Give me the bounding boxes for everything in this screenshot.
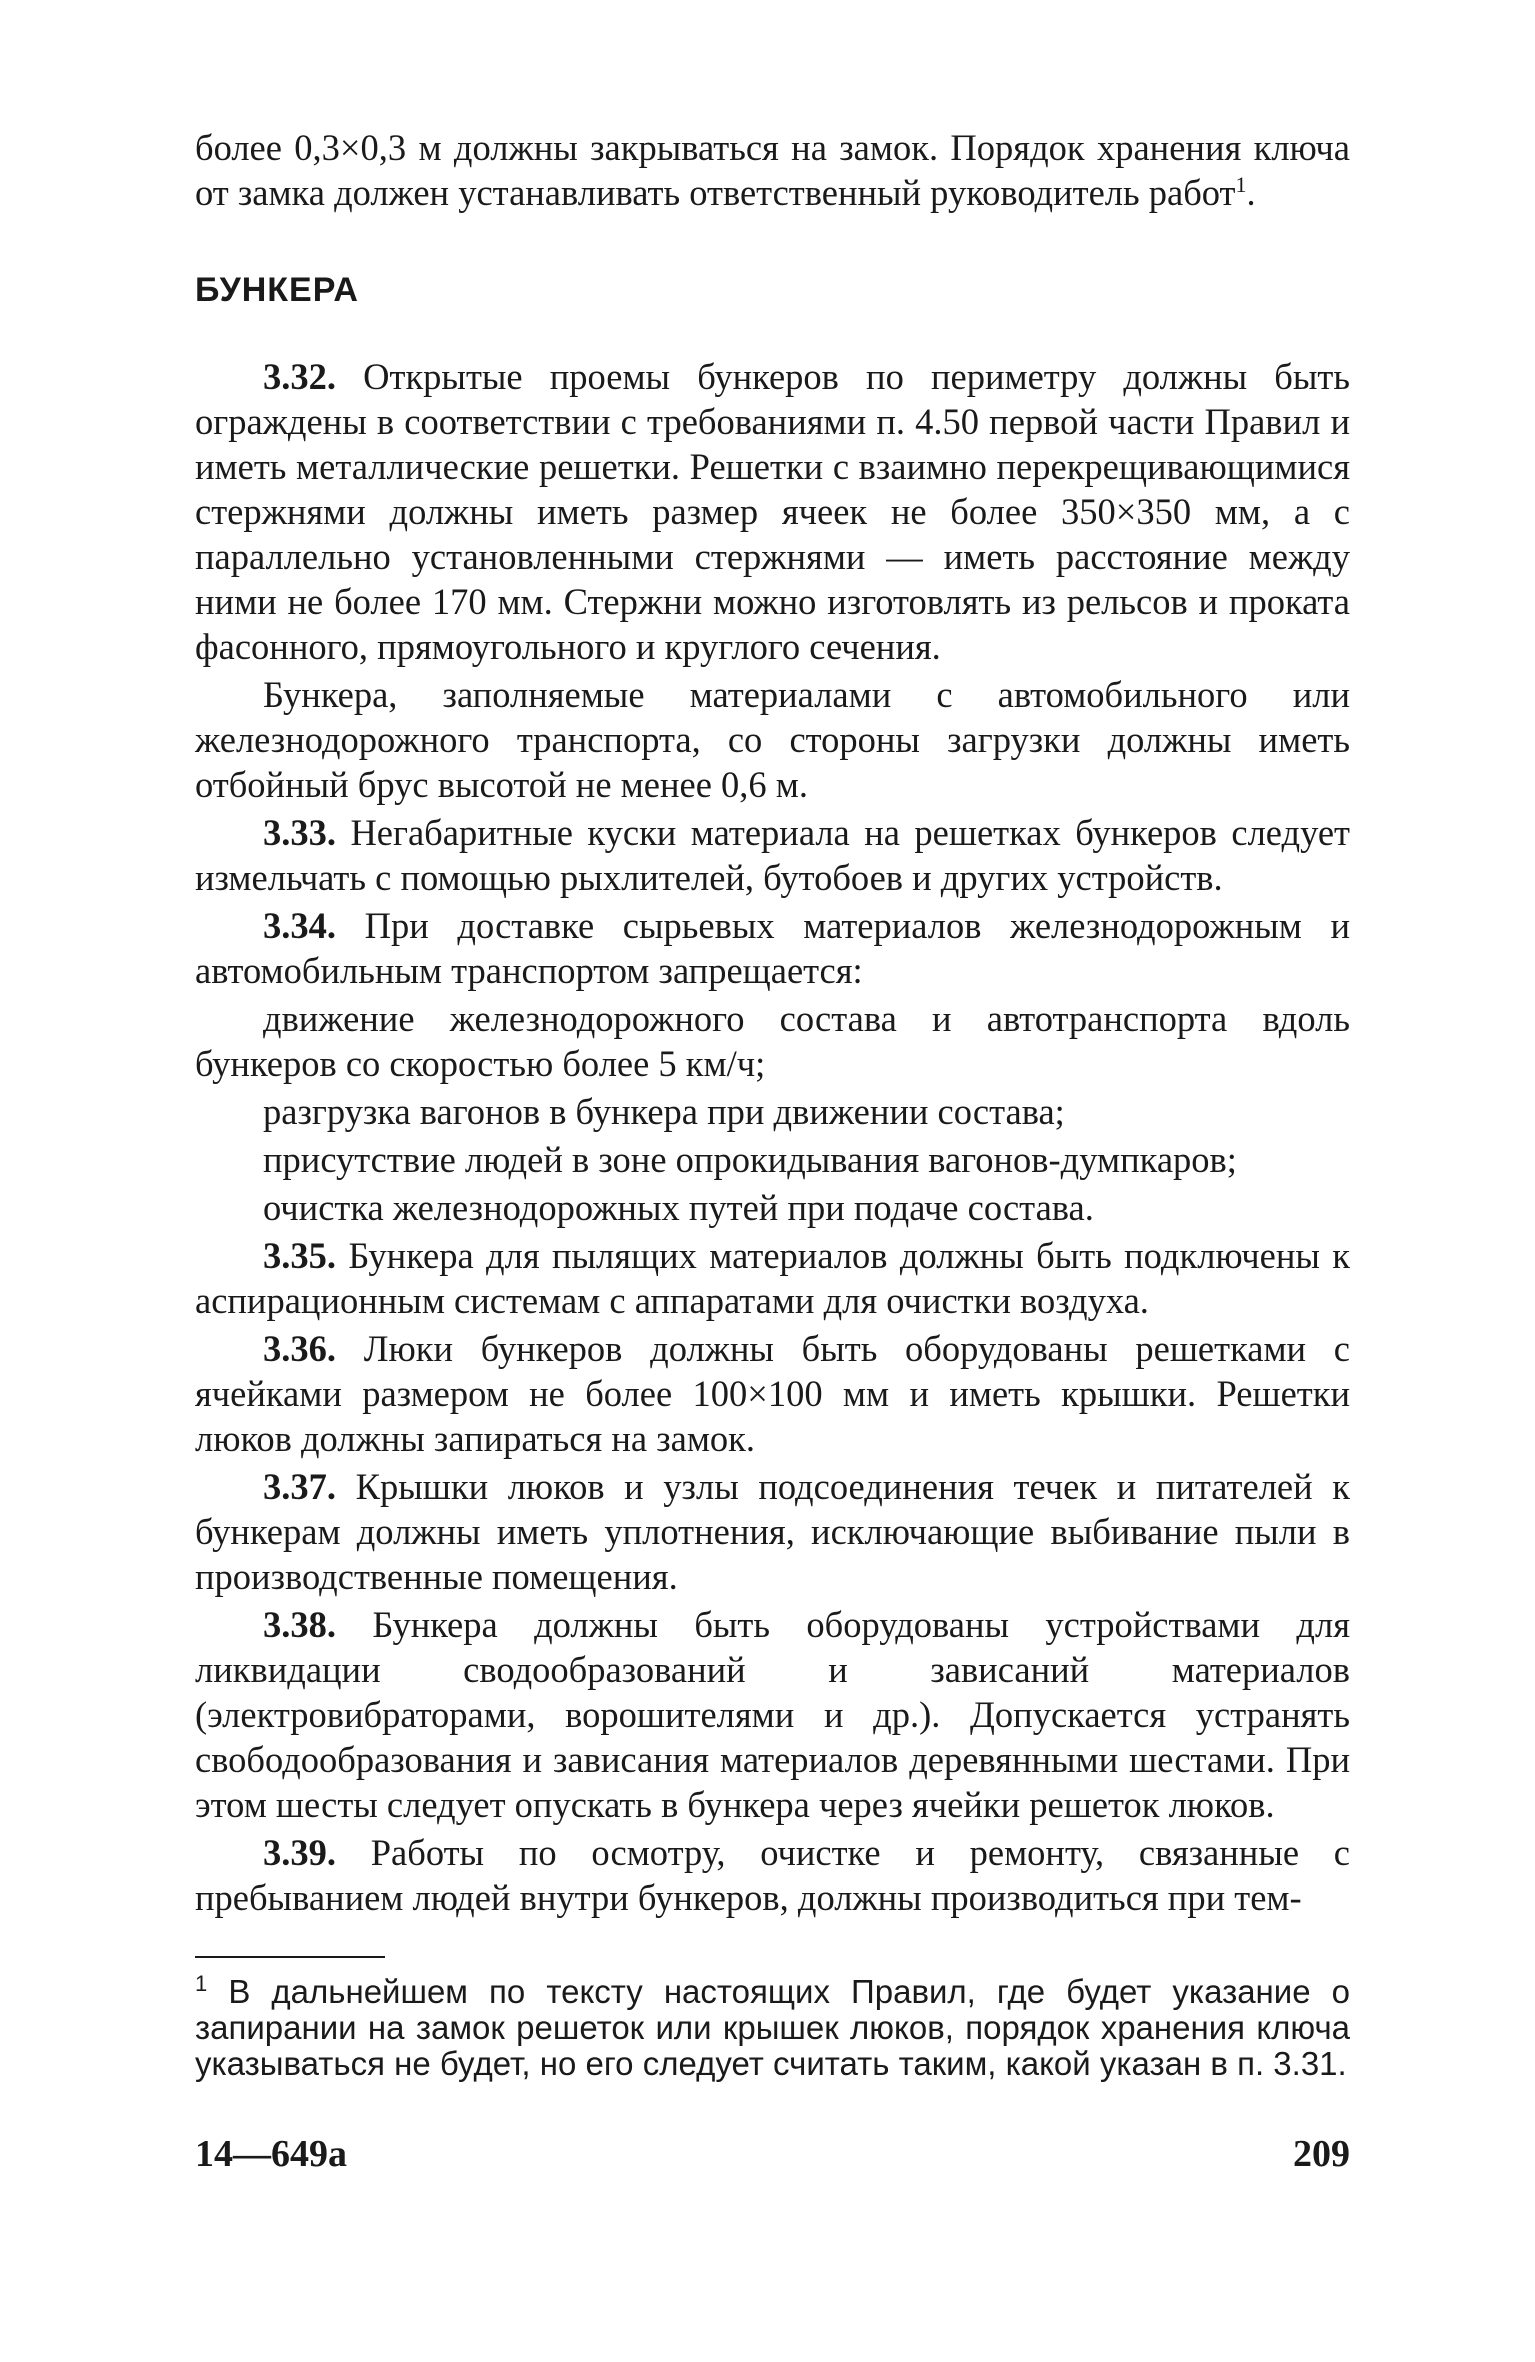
paragraph-text: Бункера, заполняемые материалами с автомобильного или железнодорожного транспорта, со стороны загрузки должны иметь отбойный брус высотой не менее 0,6 м.: [195, 674, 1350, 805]
paragraph-number: 3.37.: [263, 1466, 336, 1507]
list-item-text: присутствие людей в зоне опрокидывания вагонов-думпкаров;: [263, 1139, 1237, 1180]
paragraph-text: Бункера должны быть оборудованы устройствами для ликвидации сводообразований и зависаний материалов (электровибраторами, ворошителями и др.). Допускается устранять свободообразования и зависания материалов деревянными шестами. При этом шесты следует опускать в бункера через ячейки решеток люков.: [195, 1604, 1350, 1825]
printer-signature: 14—649а: [195, 2133, 347, 2175]
footnote-mark: 1: [195, 1971, 208, 1996]
paragraph-text: Крышки люков и узлы подсоединения течек и питателей к бункерам должны иметь уплотнения, исключающие выбивание пыли в производственные помещения.: [195, 1466, 1350, 1597]
paragraph-text: При доставке сырьевых материалов железнодорожным и автомобильным транспортом запрещается:: [195, 905, 1350, 991]
list-item: [195, 1185, 1350, 1230]
paragraph-number: 3.36.: [263, 1328, 336, 1369]
page-footer: [195, 2132, 1350, 2176]
intro-text: более 0,3×0,3 м должны закрываться на замок. Порядок хранения ключа от замка должен устанавливать ответственный руководитель работ: [195, 127, 1350, 213]
paragraph-number: 3.34.: [263, 905, 336, 946]
paragraph-text: Бункера для пылящих материалов должны быть подключены к аспирационным системам с аппаратами для очистки воздуха.: [195, 1235, 1350, 1321]
paragraph-number: 3.32.: [263, 356, 336, 397]
list-item-text: движение железнодорожного состава и автотранспорта вдоль бункеров со скоростью более 5 км/ч;: [195, 998, 1350, 1084]
list-item: [195, 1089, 1350, 1134]
section-heading: БУНКЕРА: [195, 271, 359, 309]
page-number: 209: [1293, 2133, 1350, 2175]
footnote-reference[interactable]: 1: [1235, 171, 1247, 197]
paragraph-number: 3.35.: [263, 1235, 336, 1276]
list-item-text: разгрузка вагонов в бункера при движении состава;: [263, 1091, 1065, 1132]
paragraph-3-37: [195, 1464, 1350, 1599]
paragraph-number: 3.33.: [263, 812, 336, 853]
paragraph-text: Открытые проемы бункеров по периметру должны быть ограждены в соответствии с требованиями п. 4.50 первой части Правил и иметь металлические решетки. Решетки с взаимно перекрещивающимися стержнями должны иметь размер ячеек не более 350×350 мм, а с параллельно установленными стержнями — иметь расстояние между ними не более 170 мм. Стержни можно изготовлять из рельсов и проката фасонного, прямоугольного и круглого сечения.: [195, 356, 1350, 667]
paragraph-number: 3.39.: [263, 1832, 336, 1873]
list-item: [195, 996, 1350, 1086]
paragraph-text: Негабаритные куски материала на решетках бункеров следует измельчать с помощью рыхлителей, бутобоев и других устройств.: [195, 812, 1350, 898]
footnote: [195, 1971, 1350, 2082]
paragraph-number: 3.38.: [263, 1604, 336, 1645]
list-item: [195, 1137, 1350, 1182]
paragraph-3-32: [195, 354, 1350, 669]
paragraph-3-36: [195, 1326, 1350, 1461]
paragraph-3-38: [195, 1602, 1350, 1827]
intro-end: .: [1246, 172, 1256, 213]
paragraph-text: Люки бункеров должны быть оборудованы решетками с ячейками размером не более 100×100 мм и иметь крышки. Решетки люков должны запираться на замок.: [195, 1328, 1350, 1459]
paragraph-3-39: [195, 1830, 1350, 1920]
list-item-text: очистка железнодорожных путей при подаче состава.: [263, 1187, 1094, 1228]
intro-paragraph: [195, 125, 1350, 215]
paragraph-3-32-cont: [195, 672, 1350, 807]
paragraph-3-35: [195, 1233, 1350, 1323]
paragraph-3-34: [195, 903, 1350, 993]
paragraph-text: Работы по осмотру, очистке и ремонту, связанные с пребыванием людей внутри бункеров, должны производиться при тем-: [195, 1832, 1350, 1918]
footnote-divider: [195, 1956, 385, 1958]
paragraph-3-33: [195, 810, 1350, 900]
page-body: [195, 125, 1350, 2082]
footnote-text: В дальнейшем по тексту настоящих Правил, где будет указание о запирании на замок решеток или крышек люков, порядок хранения ключа указываться не будет, но его следует считать таким, какой указан в п. 3.31.: [195, 1973, 1350, 2082]
